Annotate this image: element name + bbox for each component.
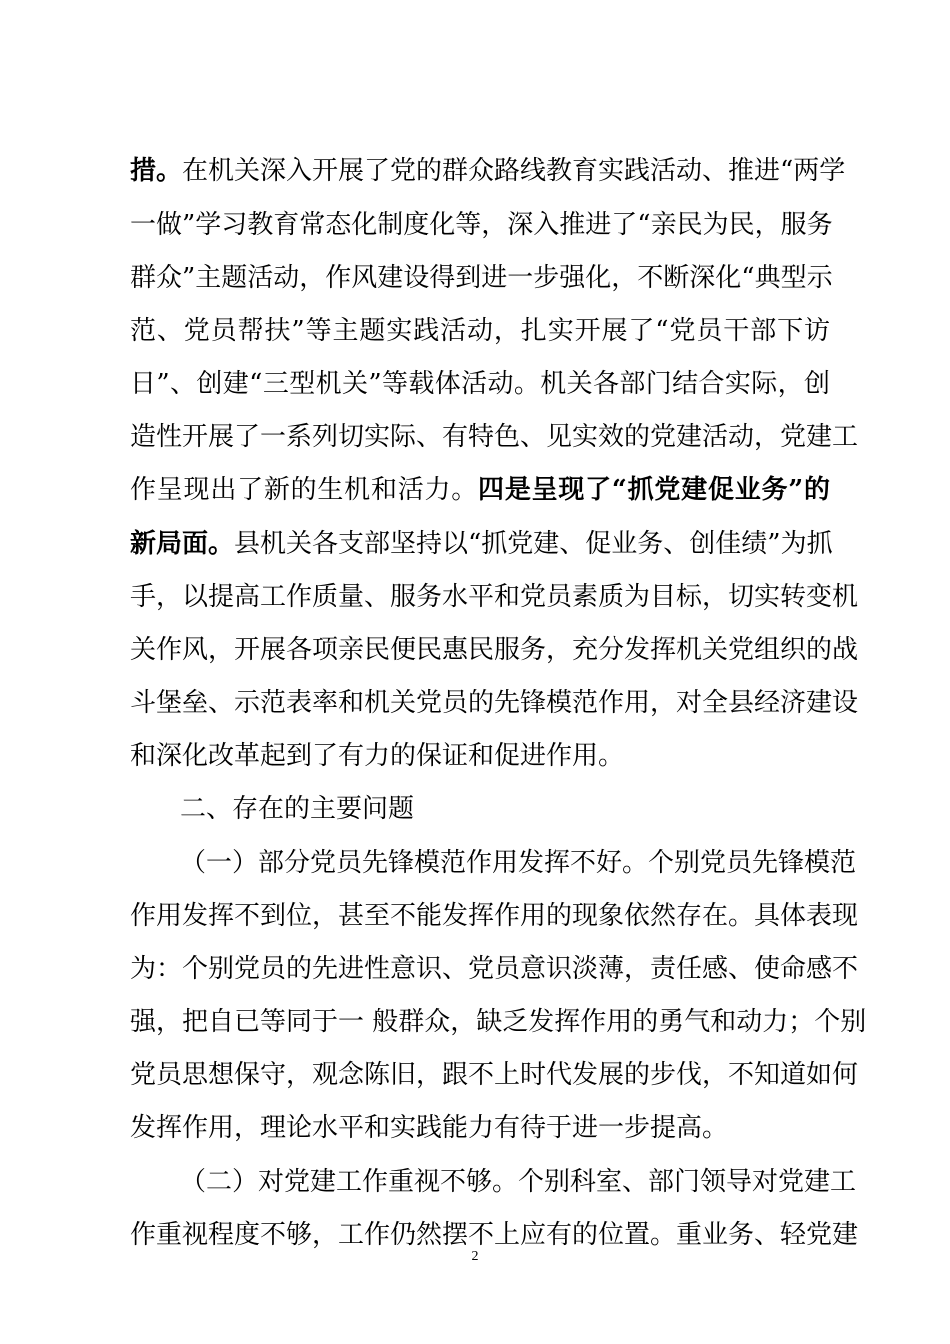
paragraph-line xyxy=(180,1162,857,1202)
body-text: 群众”主题活动，作风建设得到进一步强化，不断深化“典型示 xyxy=(130,263,833,293)
paragraph-line xyxy=(130,1108,830,1148)
body-text: 造性开展了一系列切实际、有特色、见实效的党建活动，党建工 xyxy=(130,422,859,452)
paragraph-line xyxy=(130,417,859,457)
body-text: 斗堡垒、示范表率和机关党员的先锋模范作用，对全县经济建设 xyxy=(130,688,859,718)
body-text: 党员思想保守，观念陈旧，跟不上时代发展的步伐，不知道如何 xyxy=(130,1060,859,1090)
paragraph-line xyxy=(180,843,857,883)
body-text: 范、党员帮扶”等主题实践活动，扎实开展了“党员干部下访 xyxy=(130,316,830,346)
paragraph-line xyxy=(130,949,859,989)
body-text: 作用发挥不到位，甚至不能发挥作用的现象依然存在。具体表现 xyxy=(130,901,859,931)
body-text: 在机关深入开展了党的群众路线教育实践活动、推进“两学 xyxy=(182,156,846,186)
bold-text: 四是呈现了“抓党建促业务”的 xyxy=(478,475,830,505)
paragraph-line xyxy=(130,311,830,351)
body-text: 为：个别党员的先进性意识、党员意识淡薄，责任感、使命感不 xyxy=(130,954,859,984)
paragraph-line xyxy=(130,630,859,670)
paragraph-line xyxy=(130,151,846,191)
section-heading xyxy=(180,789,830,829)
heading-text: 二、存在的主要问题 xyxy=(180,794,415,824)
paragraph-line xyxy=(130,205,833,245)
paragraph-line xyxy=(130,1055,859,1095)
body-text: 强，把自已等同于一 般群众，缺乏发挥作用的勇气和动力；个别 xyxy=(130,1007,867,1037)
bold-text: 措。 xyxy=(130,156,183,186)
paragraph-line xyxy=(130,1002,867,1042)
paragraph-line xyxy=(130,258,833,298)
body-text: 和深化改革起到了有力的保证和促进作用。 xyxy=(130,741,625,771)
paragraph-line xyxy=(130,736,830,776)
paragraph-line xyxy=(130,470,830,510)
body-text: 县机关各支部坚持以“抓党建、促业务、创佳绩”为抓 xyxy=(234,529,833,559)
body-text: 日”、创建“三型机关”等载体活动。机关各部门结合实际，创 xyxy=(130,369,830,399)
body-text: 发挥作用，理论水平和实践能力有待于进一步提高。 xyxy=(130,1113,729,1143)
body-text: 作重视程度不够，工作仍然摆不上应有的位置。重业务、轻党建 xyxy=(130,1220,859,1250)
page-number: 2 xyxy=(471,1249,479,1264)
bold-text: 新局面。 xyxy=(130,529,235,559)
paragraph-line xyxy=(130,364,830,404)
body-text: （二）对党建工作重视不够。个别科室、部门领导对党建工 xyxy=(180,1167,857,1197)
paragraph-line xyxy=(130,577,859,617)
body-text: 手，以提高工作质量、服务水平和党员素质为目标，切实转变机 xyxy=(130,582,859,612)
paragraph-line xyxy=(130,683,859,723)
paragraph-line xyxy=(130,524,833,564)
body-text: 关作风，开展各项亲民便民惠民服务，充分发挥机关党组织的战 xyxy=(130,635,859,665)
body-text: （一）部分党员先锋模范作用发挥不好。个别党员先锋模范 xyxy=(180,848,857,878)
paragraph-line xyxy=(130,896,859,936)
body-text: 作呈现出了新的生机和活力。 xyxy=(130,475,479,505)
body-text: 一做”学习教育常态化制度化等，深入推进了“亲民为民，服务 xyxy=(130,210,833,240)
